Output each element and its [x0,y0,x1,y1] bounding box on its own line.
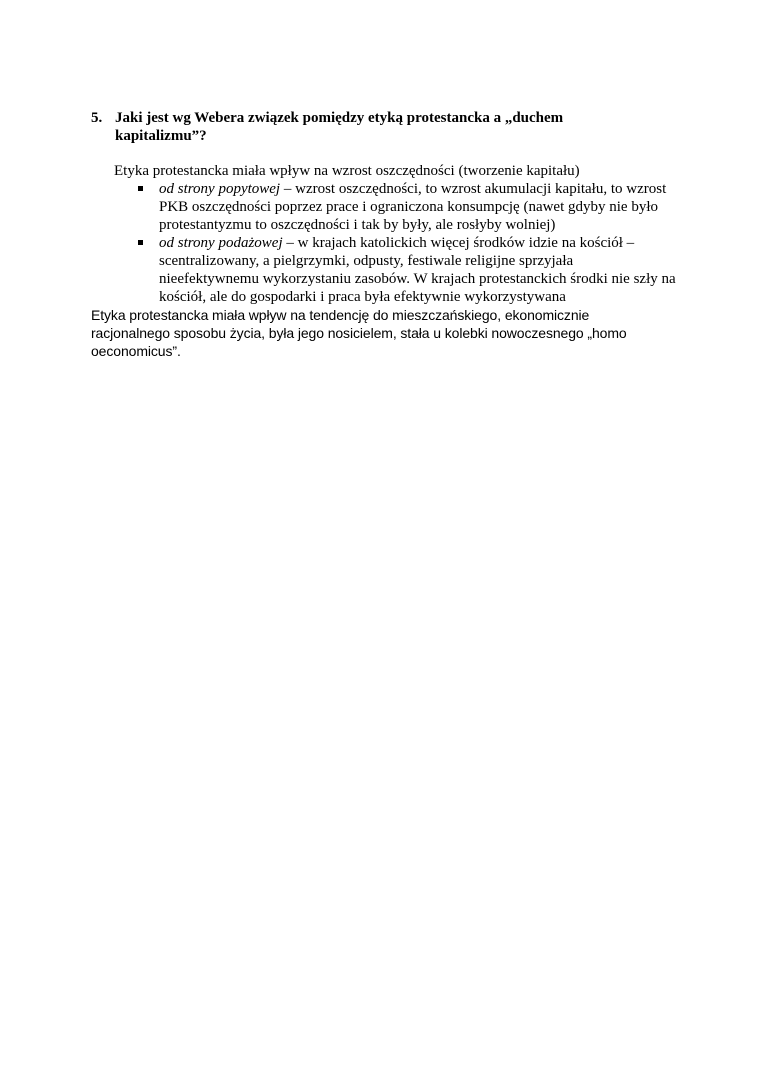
square-bullet-icon [138,186,143,191]
question-text: Jaki jest wg Webera związek pomiędzy etyką protestancka a „duchem kapitalizmu”? [115,110,564,144]
conclusion-paragraph: Etyka protestancka miała wpływ na tendencję do mieszczańskiego, ekonomicznie racjonalnego sposobu życia, była jego nosicielem, stała u kolebki nowoczesnego „homo oeconomicus”. [91,307,627,359]
intro-paragraph: Etyka protestancka miała wpływ na wzrost oszczędności (tworzenie kapitału) [114,163,580,179]
bullet-text: – w krajach katolickich więcej środków idzie na kościół – scentralizowany, a pielgrzymki, odpusty, festiwale religijne sprzyjała nieefektywnemu wykorzystaniu zasobów. W krajach protestanckich środki nie szły na kościół, ale do gospodarki i praca była efektywnie wykorzystywana [159,235,676,305]
list-item [136,234,676,306]
bullet-term: od strony podażowej [159,235,283,251]
bullet-list [136,180,676,306]
question-number: 5. [91,110,103,126]
bullet-text: – wzrost oszczędności, to wzrost akumulacji kapitału, to wzrost PKB oszczędności poprzez prace i ograniczona konsumpcję (nawet gdyby nie było protestantyzmu to oszczędności i tak by były, ale rosłyby wolniej) [159,181,667,233]
square-bullet-icon [138,240,143,245]
list-item [136,180,676,234]
question-heading [91,109,651,145]
bullet-term: od strony popytowej [159,181,281,197]
